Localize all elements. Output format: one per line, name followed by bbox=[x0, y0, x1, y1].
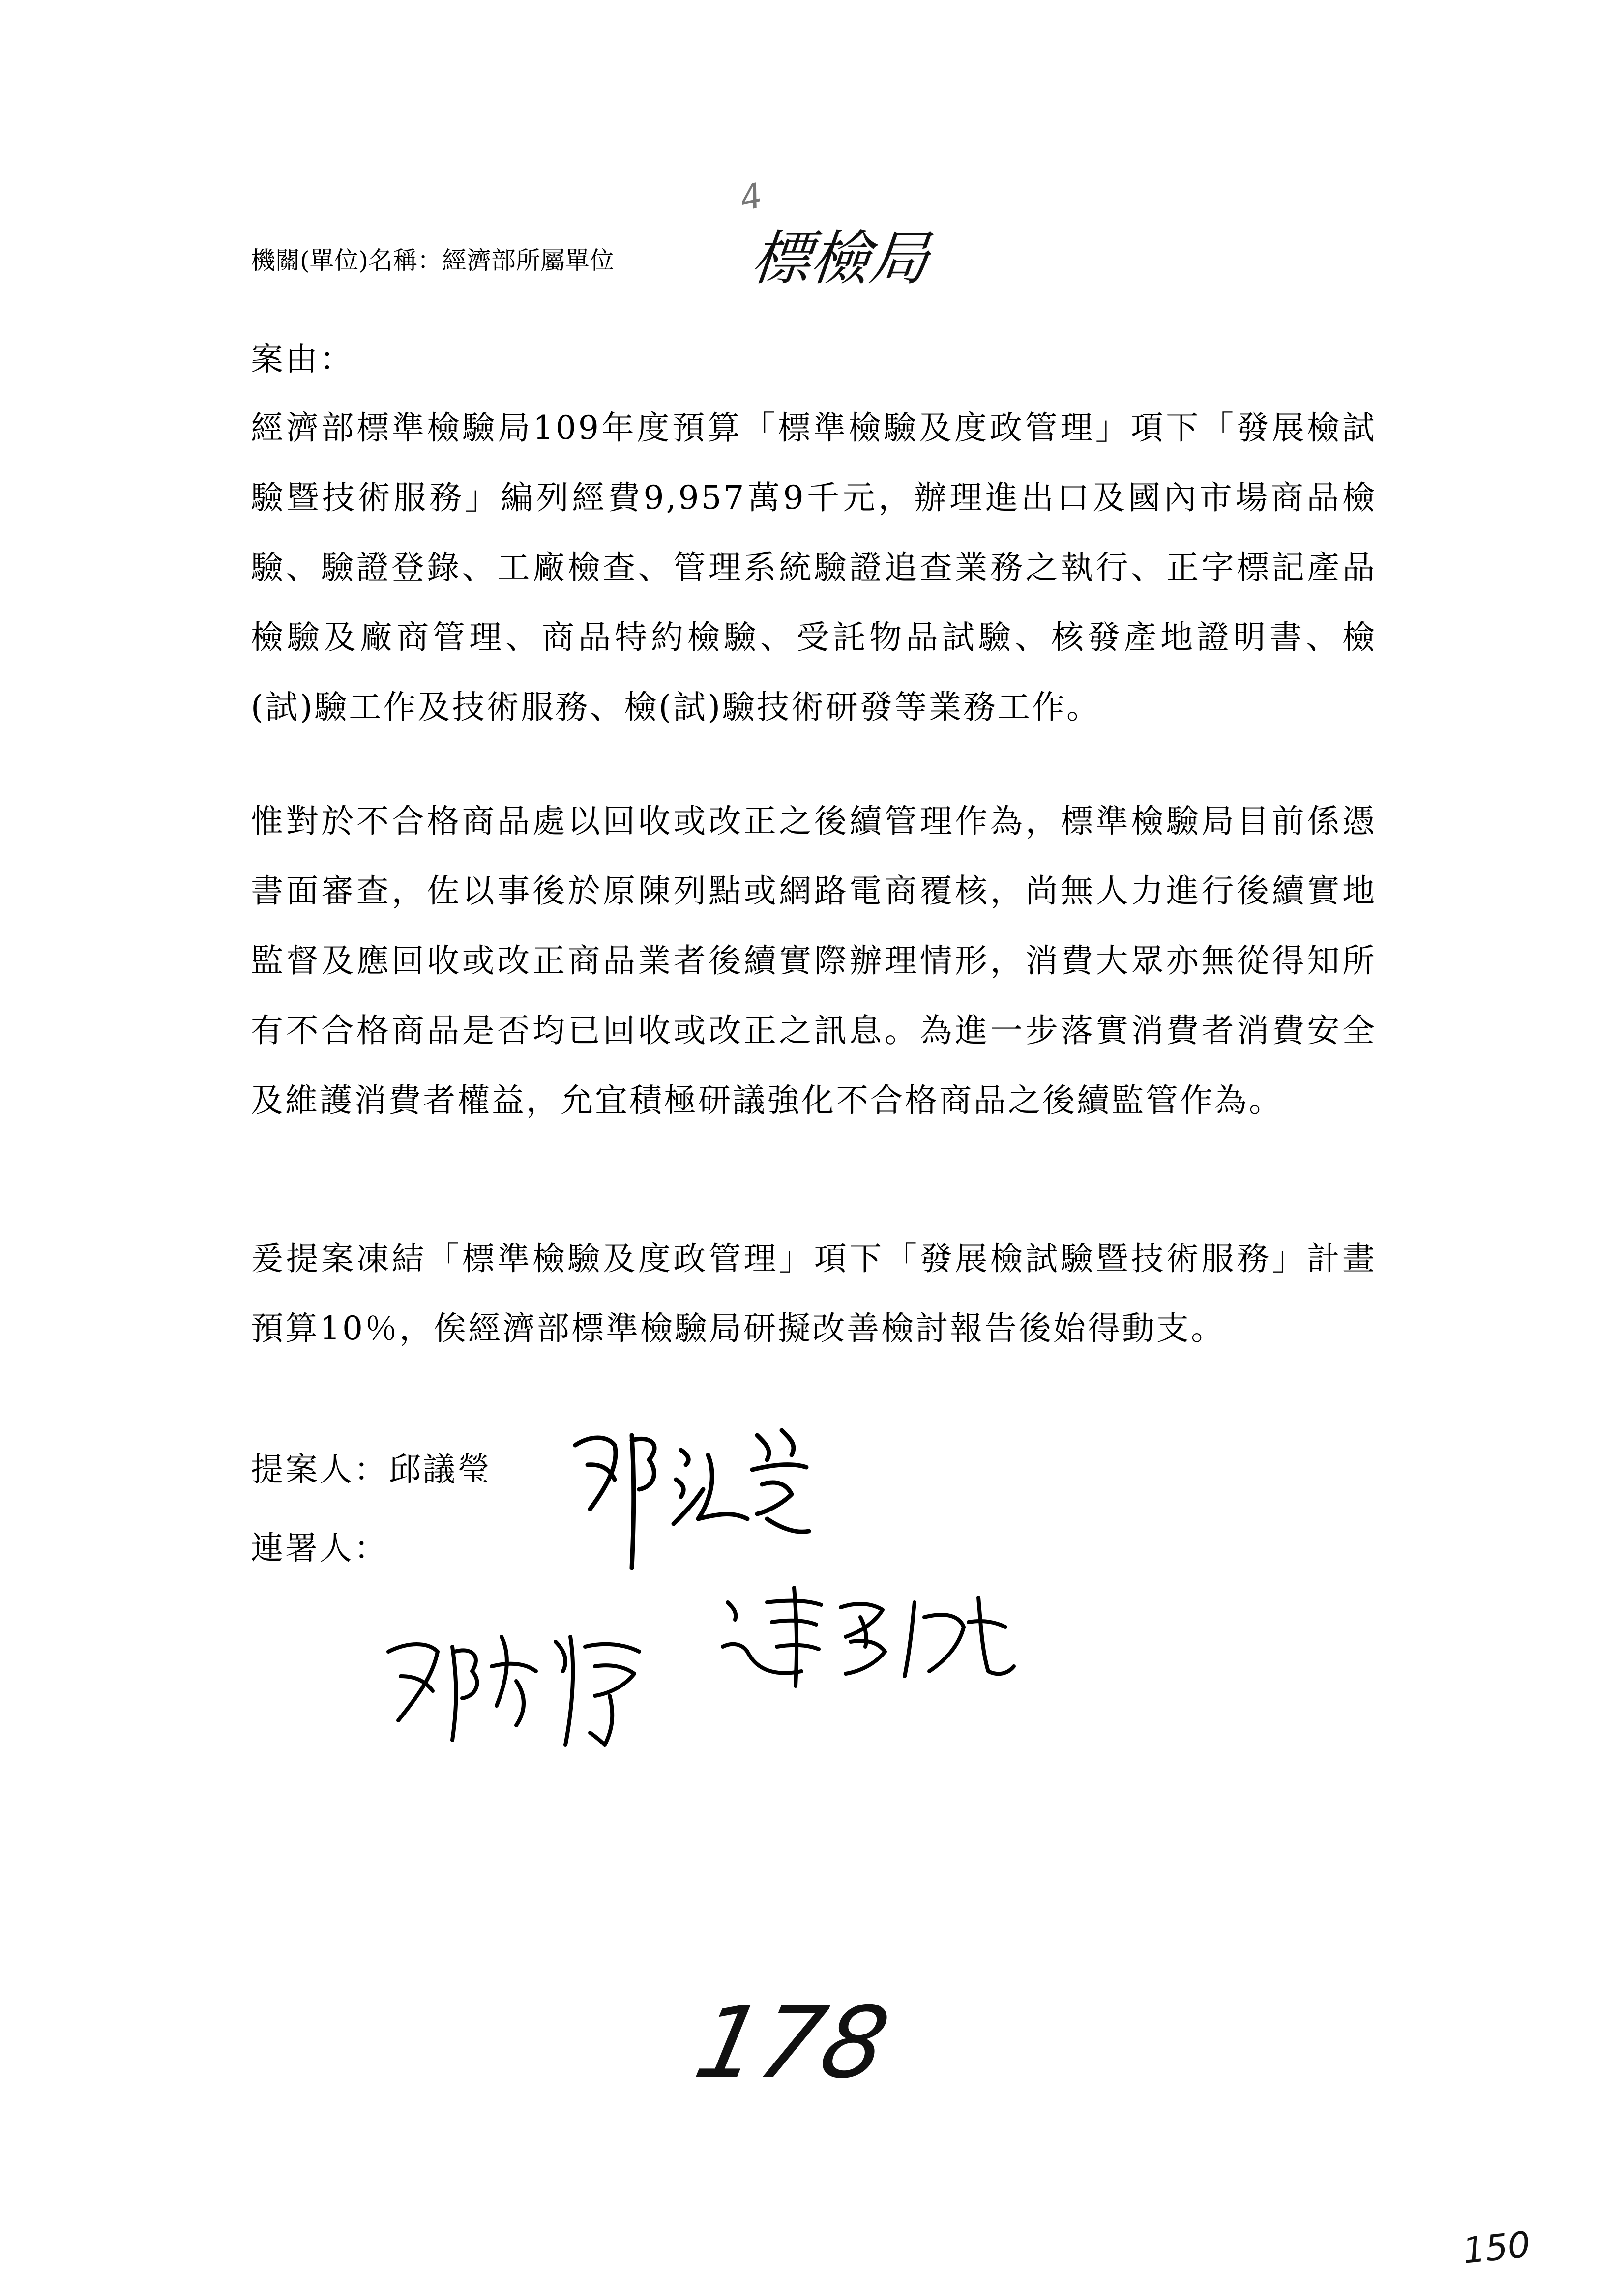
cosigner-signature-1 bbox=[379, 1607, 654, 1755]
proposer-signature bbox=[561, 1406, 816, 1583]
handwritten-agency-name: 標檢局 bbox=[748, 225, 933, 293]
case-paragraph-3-text: 爰提案凍結「標準檢驗及度政管理」項下「發展檢試驗暨技術服務」計畫預算10％，俟經濟部標準檢驗局研擬改善檢討報告後始得動支。 bbox=[251, 1240, 1377, 1347]
corner-page-number: 150 bbox=[1460, 2223, 1533, 2271]
case-paragraph-2-text: 惟對於不合格商品處以回收或改正之後續管理作為，標準檢驗局目前係憑書面審查，佐以事後於原陳列點或網路電商覆核，尚無人力進行後續實地監督及應回收或改正商品業者後續實際辦理情形，消費大眾亦無從得知所有不合格商品是否均已回收或改正之訊息。為進一步落實消費者消費安全及維護消費者權益，允宜積極研議強化不合格商品之後續監管作為。 bbox=[251, 802, 1377, 1119]
case-paragraph-1 bbox=[251, 393, 1377, 742]
proposer-label: 提案人：邱議瑩 bbox=[251, 1451, 492, 1488]
cosigner-signature-2 bbox=[713, 1573, 1018, 1701]
case-paragraph-1-text: 經濟部標準檢驗局109年度預算「標準檢驗及度政管理」項下「發展檢試驗暨技術服務」編列經費9,957萬9千元，辦理進出口及國內市場商品檢驗、驗證登錄、工廠檢查、管理系統驗證追查業務之執行、正字標記產品檢驗及廠商管理、商品特約檢驗、受託物品試驗、核發產地證明書、檢(試)驗工作及技術服務、檢(試)驗技術研發等業務工作。 bbox=[251, 409, 1377, 726]
case-paragraph-2 bbox=[251, 786, 1377, 1135]
case-label bbox=[251, 324, 1377, 394]
agency-label: 機關(單位)名稱：經濟部所屬單位 bbox=[251, 246, 615, 275]
case-label-text: 案由： bbox=[251, 340, 354, 378]
case-paragraph-3 bbox=[251, 1224, 1377, 1364]
handwritten-number-mark: 4 bbox=[736, 175, 766, 219]
cosigner-label: 連署人： bbox=[251, 1529, 388, 1567]
handwritten-page-number: 178 bbox=[686, 1986, 898, 2100]
